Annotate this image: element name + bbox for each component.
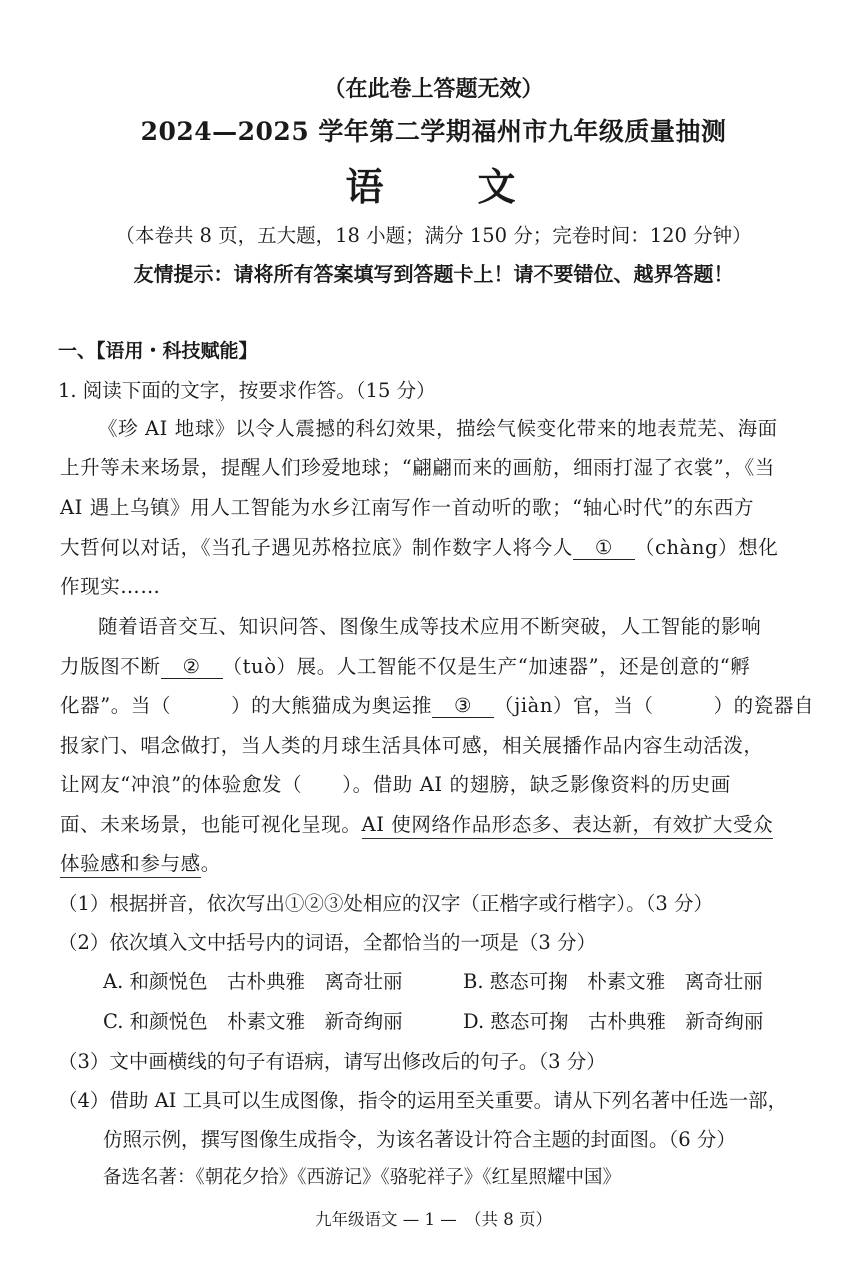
option-b: B. 憨态可掬 朴素文雅 离奇壮丽 <box>463 970 763 993</box>
para2-line7 <box>60 848 807 876</box>
para2-line5-b: ）。借助 AI 的翅膀，缺乏影像资料的历史画 <box>342 773 731 796</box>
para1-line1: 《珍 AI 地球》以令人震撼的科幻效果，描绘气候变化带来的地表荒芜、海面 <box>98 417 778 440</box>
sub-question-1: （1）根据拼音，依次写出①②③处相应的汉字（正楷字或行楷字）。（3 分） <box>58 892 714 915</box>
para1-line4-pinyin: （chàng）想化 <box>634 536 779 559</box>
sub-question-4-line1: （4）借助 AI 工具可以生成图像，指令的运用至关重要。请从下列名著中任选一部， <box>58 1089 788 1112</box>
blank-2: ② <box>161 655 223 679</box>
option-c: C. 和颜悦色 朴素文雅 新奇绚丽 <box>103 1010 403 1033</box>
para2-line6 <box>60 809 807 837</box>
para2-line3-a: 化器”。当（ <box>60 694 172 717</box>
invalid-note: （在此卷上答题无效） <box>323 77 544 102</box>
para1-line4 <box>60 532 807 560</box>
para1-line3: AI 遇上乌镇》用人工智能为水乡江南写作一首动听的歌；“轴心时代”的东西方 <box>60 496 755 519</box>
question-1-title: 1. 阅读下面的文字，按要求作答。（15 分） <box>58 379 436 402</box>
para2-line2-rest: （tuò）展。人工智能不仅是生产“加速器”，还是创意的“孵 <box>222 655 751 678</box>
candidate-books: 备选名著：《朝花夕拾》《西游记》《骆驼祥子》《红星照耀中国》 <box>103 1167 622 1188</box>
para1-line4-text: 大哲何以对话，《当孔子遇见苏格拉底》制作数字人将今人 <box>60 536 573 559</box>
underlined-sentence-part2: 体验感和参与感 <box>60 852 201 878</box>
para2-line3-b: ）的大熊猫成为奥运推 <box>231 694 433 717</box>
para2-line2-text: 力版图不断 <box>60 655 161 678</box>
subject-title: 语 文 <box>345 165 522 209</box>
sub-question-4-line2: 仿照示例，撰写图像生成指令，为该名著设计符合主题的封面图。（6 分） <box>103 1128 736 1151</box>
option-d: D. 憨态可掬 古朴典雅 新奇绚丽 <box>463 1010 764 1033</box>
para2-line1: 随着语音交互、知识问答、图像生成等技术应用不断突破，人工智能的影响 <box>98 615 762 638</box>
para2-line3 <box>60 690 815 718</box>
para2-line3-c: （jiàn）官，当（ <box>494 694 654 717</box>
friendly-tip: 友情提示：请将所有答案填写到答题卡上！请不要错位、越界答题！ <box>133 262 734 286</box>
blank-1: ① <box>573 536 635 560</box>
section-title: 一、【语用・科技赋能】 <box>58 340 258 362</box>
para2-line4: 报家门、唱念做打，当人类的月球生活具体可感，相关展播作品内容生动活泼， <box>60 734 764 757</box>
underlined-sentence-part1: AI 使网络作品形态多、表达新，有效扩大受众 <box>362 813 774 839</box>
para2-line5-a: 让网友“冲浪”的体验愈发（ <box>60 773 303 796</box>
para2-line7-end: 。 <box>200 852 221 875</box>
exam-info: （本卷共 8 页，五大题，18 小题；满分 150 分；完卷时间：120 分钟） <box>115 224 752 247</box>
option-a: A. 和颜悦色 古朴典雅 离奇壮丽 <box>103 970 403 993</box>
para1-line5: 作现实…… <box>60 575 161 598</box>
sub-question-2: （2）依次填入文中括号内的词语，全都恰当的一项是（3 分） <box>58 931 597 954</box>
para2-line5 <box>60 769 807 797</box>
exam-title: 2024—2025 学年第二学期福州市九年级质量抽测 <box>140 117 727 146</box>
blank-3: ③ <box>432 694 494 718</box>
para1-line2: 上升等未来场景，提醒人们珍爱地球；“翩翩而来的画舫，细雨打湿了衣裳”，《当 <box>60 456 775 479</box>
sub-question-3: （3）文中画横线的句子有语病，请写出修改后的句子。（3 分） <box>58 1050 606 1073</box>
para2-line2 <box>60 651 807 679</box>
page-footer: 九年级语文 — 1 — （共 8 页） <box>315 1210 552 1229</box>
para2-line6-a: 面、未来场景，也能可视化呈现。 <box>60 813 362 836</box>
para2-line3-d: ）的瓷器自 <box>713 694 815 717</box>
